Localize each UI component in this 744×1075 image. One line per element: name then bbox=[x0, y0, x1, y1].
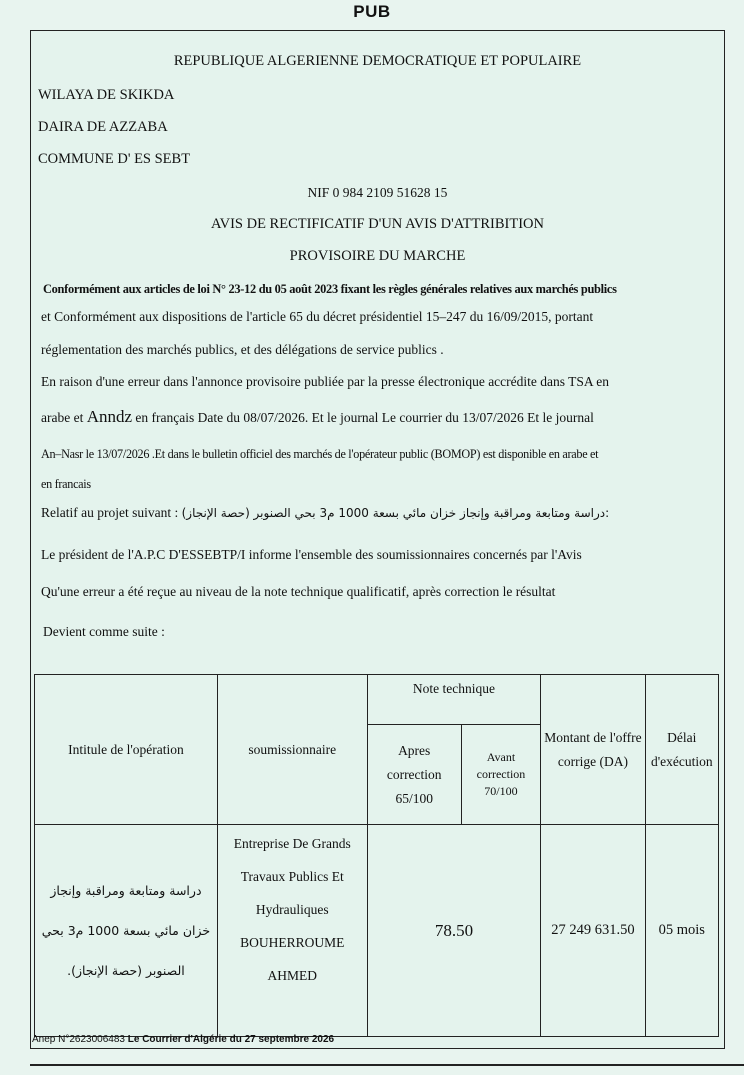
results-table bbox=[34, 674, 719, 1037]
republic-title: REPUBLIQUE ALGERIENNE DEMOCRATIQUE ET POPULAIRE bbox=[173, 53, 582, 69]
bottom-rule bbox=[30, 1064, 744, 1066]
soum-line-2: Travaux Publics Et bbox=[240, 869, 344, 884]
row-note: 78.50 bbox=[367, 825, 541, 1037]
paragraph-line-11: Devient comme suite : bbox=[43, 624, 165, 639]
paragraph-line-5c: en français Date du 08/07/2026. Et le journal Le courrier du 13/07/2026 Et le journal bbox=[132, 410, 594, 425]
soum-line-5: AHMED bbox=[267, 968, 318, 983]
project-label: Relatif au projet suivant : bbox=[41, 505, 179, 520]
paragraph-line-5a: arabe et bbox=[41, 410, 87, 425]
row-operation bbox=[35, 825, 218, 1037]
wilaya: WILAYA DE SKIKDA bbox=[38, 87, 175, 103]
paragraph-line-2: et Conformément aux dispositions de l'article 65 du décret présidentiel 15–247 du 16/09/2015, portant bbox=[41, 309, 594, 324]
anep-number: Anep N°2623006483 bbox=[32, 1034, 128, 1045]
footer-source: Le Courrier d'Algérie du 27 septembre 2026 bbox=[127, 1034, 335, 1045]
footer bbox=[32, 1034, 334, 1045]
soum-line-3: Hydrauliques bbox=[255, 902, 329, 917]
paragraph-line-9: Le président de l'A.P.C D'ESSEBTP/I informe l'ensemble des soumissionnaires concernés par l'Avis bbox=[41, 547, 582, 562]
header-note-technique: Note technique bbox=[367, 675, 541, 725]
operation-line-1: دراسة ومتابعة ومراقبة وإنجاز bbox=[50, 882, 202, 898]
daira: DAIRA DE AZZABA bbox=[38, 119, 168, 135]
operation-line-3: الصنوبر (حصة الإنجاز). bbox=[67, 962, 185, 978]
row-montant: 27 249 631.50 bbox=[541, 825, 645, 1037]
row-delai: 05 mois bbox=[645, 825, 718, 1037]
paragraph-line-3: réglementation des marchés publics, et des délégations de service publics . bbox=[41, 342, 444, 357]
project-arabic: :دراسة ومتابعة ومراقبة وإنجاز خزان مائي بسعة 1000 م3 بحي الصنوبر (حصة الإنجاز) bbox=[181, 506, 610, 520]
paragraph-line-8 bbox=[41, 505, 609, 521]
header-avant-correction: Avant correction 70/100 bbox=[461, 725, 541, 825]
nif: NIF 0 984 2109 51628 15 bbox=[307, 185, 448, 200]
paragraph-line-5 bbox=[41, 407, 594, 427]
header-delai: Délai d'exécution bbox=[645, 675, 718, 825]
soum-line-1: Entreprise De Grands bbox=[233, 836, 351, 851]
header-soumissionnaire: soumissionnaire bbox=[217, 675, 367, 825]
anndz-text: Anndz bbox=[86, 407, 133, 426]
paragraph-line-7: en francais bbox=[41, 477, 91, 491]
row-soumissionnaire bbox=[217, 825, 367, 1037]
header-montant: Montant de l'offre corrige (DA) bbox=[541, 675, 645, 825]
paragraph-line-10: Qu'une erreur a été reçue au niveau de la note technique qualificatif, après correction le résultat bbox=[41, 584, 556, 599]
operation-line-2: خزان مائي بسعة 1000 م3 بحي bbox=[41, 922, 211, 938]
pub-header: PUB bbox=[353, 2, 391, 21]
soum-line-4: BOUHERROUME bbox=[240, 935, 345, 950]
header-operation: Intitule de l'opération bbox=[35, 675, 218, 825]
commune: COMMUNE D' ES SEBT bbox=[38, 151, 191, 167]
paragraph-line-4: En raison d'une erreur dans l'annonce provisoire publiée par la presse électronique accrédite dans TSA en bbox=[41, 374, 610, 389]
paragraph-line-1: Conformément aux articles de loi N° 23-12 du 05 août 2023 fixant les règles générales relatives aux marchés publics bbox=[43, 282, 617, 296]
notice-title-1: AVIS DE RECTIFICATIF D'UN AVIS D'ATTRIBITION bbox=[211, 216, 544, 232]
header-apres-correction: Apres correction 65/100 bbox=[367, 725, 461, 825]
notice-frame bbox=[30, 30, 725, 1049]
paragraph-line-6: An–Nasr le 13/07/2026 .Et dans le bulletin officiel des marchés de l'opérateur public (BOMOP) est disponible en arabe et bbox=[41, 447, 599, 461]
notice-title-2: PROVISOIRE DU MARCHE bbox=[289, 248, 466, 264]
